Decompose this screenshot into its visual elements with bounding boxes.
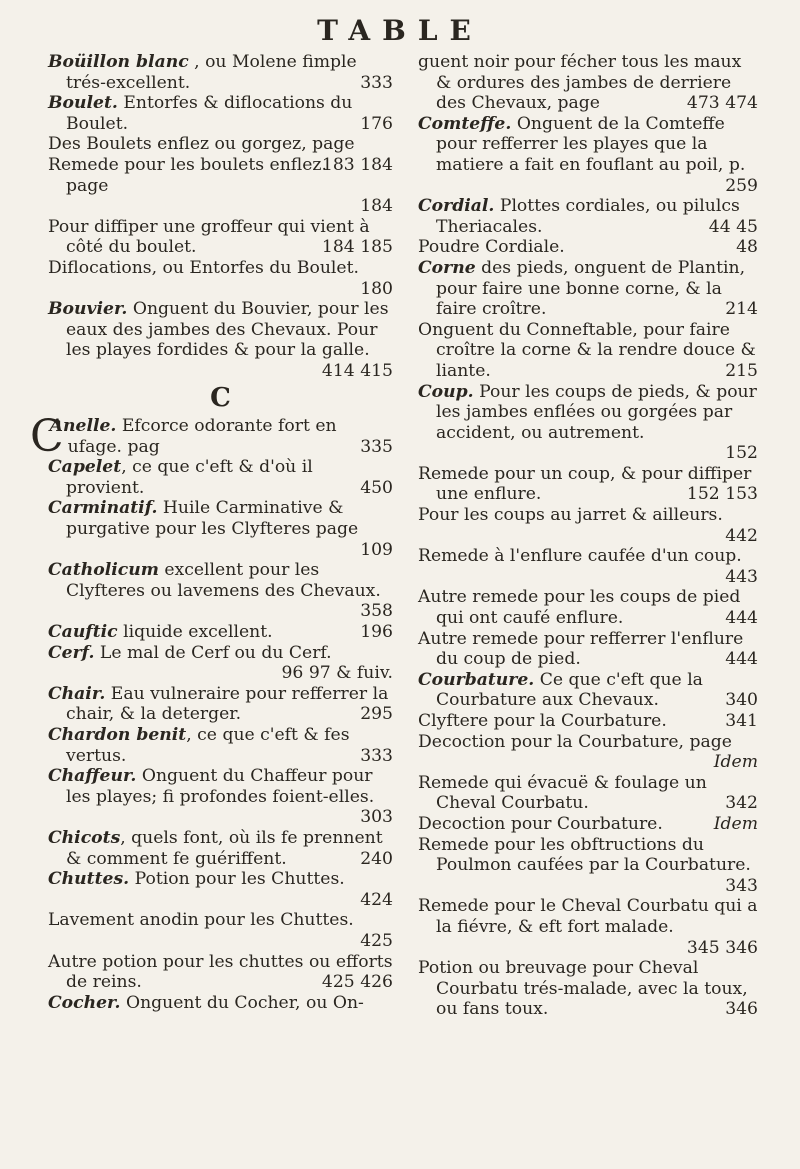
index-entry (418, 896, 758, 958)
entry-pages: 333 (360, 72, 393, 93)
entry-pages: 196 (360, 622, 393, 643)
entry-head: Chardon benit (48, 725, 187, 745)
entry-pages: 295 (360, 704, 393, 725)
index-entry (48, 684, 393, 725)
entry-text: Autre potion pour les chuttes ou efforts de reins. (48, 951, 393, 993)
entry-pages: 240 (360, 848, 393, 869)
entry-pages: 215 (725, 360, 758, 381)
index-entry (48, 258, 393, 299)
index-entry (48, 869, 393, 910)
entry-text: Remede pour un coup, & pour diffiper une enflure. (418, 463, 752, 505)
index-entry (48, 299, 393, 381)
index-entry (48, 725, 393, 766)
entry-pages: 414 415 (321, 360, 393, 381)
entry-pages: 152 (725, 443, 758, 464)
entry-head: Cocher. (48, 992, 121, 1013)
index-entry (30, 411, 393, 463)
index-entry (418, 196, 758, 237)
index-entry (48, 217, 393, 258)
entry-pages: Idem (713, 813, 758, 834)
index-entry (418, 773, 758, 814)
entry-text: des pieds, onguent de Plantin, pour faire une bonne corne, & la faire croître. (436, 257, 746, 320)
index-entry (48, 993, 393, 1014)
entry-head: Chair. (48, 683, 106, 704)
entry-pages: 424 (360, 889, 393, 910)
entry-pages: 303 (360, 807, 393, 828)
index-entry (418, 114, 758, 196)
entry-text: , ce que c'eft & fes vertus. (66, 725, 350, 766)
entry-text: liquide excellent. (123, 622, 273, 643)
entry-text: Clyftere pour la Courbature. (418, 711, 667, 731)
entry-head: Boulet. (48, 93, 118, 114)
entry-pages: 184 185 (321, 237, 393, 258)
entry-text: Pour les coups au jarret & ailleurs. (418, 505, 723, 526)
entry-head: Capelet (48, 457, 122, 478)
index-entry (418, 958, 758, 1020)
entry-head: Boüillon blanc (48, 52, 189, 72)
entry-text: Onguent de la Comteffe pour refferrer les playes que la matiere a fait en fouflant au poil, p. (436, 113, 746, 175)
entry-pages: 343 (725, 875, 758, 896)
entry-text: Remede qui évacuë & foulage un Cheval Courbatu. (418, 772, 707, 814)
entry-text: Pour diffiper une groffeur qui vient à côté du boulet. (48, 216, 370, 258)
entry-head: Chuttes. (48, 869, 130, 890)
entry-pages: 444 (725, 649, 758, 670)
entry-text: Plottes cordiales, ou pilulcs Theriacales. (436, 196, 740, 237)
entry-head: Bouvier. (48, 299, 128, 320)
entry-head: Courbature. (418, 669, 535, 690)
index-entry (418, 505, 758, 546)
entry-pages: 44 45 (708, 216, 758, 237)
entry-pages: 473 474 (686, 93, 758, 114)
entry-text: , quels font, où ils fe prennent & comment fe guériffent. (66, 827, 383, 869)
entry-pages: 48 (736, 237, 758, 258)
entry-text: Onguent du Conneftable, pour faire croître la corne & la rendre douce & liante. (418, 319, 756, 381)
index-entry (418, 382, 758, 464)
entry-pages: 109 (360, 539, 393, 560)
index-entry (418, 711, 758, 732)
entry-head: Anelle. (49, 416, 117, 437)
entry-pages: 444 (725, 608, 758, 629)
entry-pages: 214 (725, 299, 758, 320)
index-entry (48, 910, 393, 951)
entry-text: guent noir pour fécher tous les maux & ordures des jambes de derriere des Chevaux, page (418, 52, 742, 114)
index-entry (48, 498, 393, 560)
entry-pages: 96 97 & fuiv. (281, 663, 393, 684)
entry-pages: 425 (360, 930, 393, 951)
entry-text: Entorfes & diflocations du Boulet. (66, 93, 353, 134)
index-entry (418, 814, 758, 835)
entry-pages: 358 (360, 601, 393, 622)
entry-pages: 345 346 (686, 937, 758, 958)
entry-pages: 335 (360, 436, 393, 457)
entry-pages: 333 (360, 745, 393, 766)
entry-text: Diflocations, ou Entorfes du Boulet. (48, 257, 359, 278)
entry-pages: 184 (360, 196, 393, 217)
index-entry (48, 560, 393, 622)
index-entry (418, 834, 758, 896)
entry-text: Ce que c'eft que la Courbature aux Chevaux. (436, 669, 703, 711)
entry-text: Pour les coups de pieds, & pour les jambes enflées ou gorgées par accident, ou autrement. (436, 381, 757, 443)
section-letter: C (210, 382, 231, 413)
entry-text: Autre remede pour les coups de pied qui ont caufé enflure. (418, 587, 741, 629)
entry-text: Potion pour les Chuttes. (134, 869, 345, 890)
entry-pages: 450 (360, 477, 393, 498)
index-entry (48, 457, 393, 498)
entry-text: Potion ou breuvage pour Cheval Courbatu trés-malade, avec la toux, ou fans toux. (418, 958, 748, 1020)
entry-pages: 183 184 (321, 154, 393, 175)
entry-head: Cauftic (48, 622, 118, 643)
index-entry (418, 732, 758, 773)
entry-text: Lavement anodin pour les Chuttes. (48, 910, 354, 931)
entry-head: Carminatif. (48, 498, 158, 519)
index-entry (418, 587, 758, 628)
index-entry (418, 670, 758, 711)
entry-pages: 152 153 (686, 484, 758, 505)
entry-text: Poudre Cordiale. (418, 237, 565, 258)
entry-text: Des Boulets enflez ou gorgez, page (48, 134, 355, 155)
entry-text: Remede pour les obftructions du Poulmon caufées par la Courbature. (418, 834, 751, 876)
entry-text: Huile Carminative & purgative pour les Clyfteres page (66, 498, 359, 540)
entry-text: , ou Molene fimple trés-excellent. (66, 52, 357, 93)
entry-text: Remede pour le Cheval Courbatu qui a la fiévre, & eft fort malade. (418, 896, 758, 937)
entry-text: excellent pour les Clyfteres ou lavemens des Chevaux. (66, 560, 381, 601)
entry-text: Le mal de Cerf ou du Cerf. (99, 642, 332, 663)
entry-text: Onguent du Bouvier, pour les eaux des jambes des Chevaux. Pour les playes fordides & pour la galle. (66, 299, 389, 361)
index-entry (418, 320, 758, 382)
entry-text: Onguent du Chaffeur pour les playes; fi profondes foient-elles. (66, 766, 375, 807)
entry-pages: 341 (725, 711, 758, 731)
entry-pages: 176 (360, 113, 393, 134)
entry-head: Catholicum (48, 560, 159, 581)
entry-pages: 342 (725, 793, 758, 814)
entry-head: Chaffeur. (48, 766, 137, 787)
entry-head: Chicots (48, 827, 121, 848)
entry-head: Corne (418, 257, 476, 278)
right-column (418, 52, 758, 1020)
index-entry (418, 546, 758, 587)
entry-pages: 180 (360, 278, 393, 299)
entry-pages: 443 (725, 566, 758, 587)
entry-head: Comteffe. (418, 113, 512, 134)
entry-head: Cordial. (418, 196, 495, 217)
index-entry (48, 93, 393, 134)
index-entry (48, 643, 393, 684)
left-column (30, 52, 393, 1013)
entry-text: Onguent du Cocher, ou On- (125, 992, 364, 1013)
index-entry (48, 766, 393, 828)
entry-pages: 259 (725, 175, 758, 196)
entry-text: Remede à l'enflure caufée d'un coup. (418, 546, 742, 567)
index-entry (48, 952, 393, 993)
entry-pages: 442 (725, 525, 758, 546)
index-entry (418, 237, 758, 258)
index-entry (48, 622, 393, 643)
entry-text: Remede pour les boulets enflez. page (48, 154, 327, 196)
entry-pages: 425 426 (321, 972, 393, 993)
entry-text: Decoction pour la Courbature, page (418, 731, 732, 752)
entry-text: Eau vulneraire pour refferrer la chair, & la deterger. (66, 683, 389, 725)
drop-cap: C (30, 411, 64, 463)
entry-pages: 340 (725, 690, 758, 711)
entry-pages: 346 (725, 999, 758, 1020)
entry-head: Coup. (418, 381, 474, 402)
index-entry (418, 258, 758, 320)
entry-text: Efcorce odorante fort en ufage. pag (67, 416, 337, 457)
entry-text: Autre remede pour refferrer l'enflure du coup de pied. (418, 628, 744, 670)
index-entry (48, 52, 393, 93)
entry-text: Decoction pour Courbature. (418, 813, 663, 834)
entry-pages: Idem (713, 752, 758, 773)
index-entry (418, 52, 758, 114)
entry-head: Cerf. (48, 642, 95, 663)
page-header: TABLE (317, 14, 483, 47)
index-entry (418, 629, 758, 670)
index-entry (418, 464, 758, 505)
entry-text: , ce que c'eft & d'où il provient. (66, 457, 313, 498)
index-entry (48, 828, 393, 869)
